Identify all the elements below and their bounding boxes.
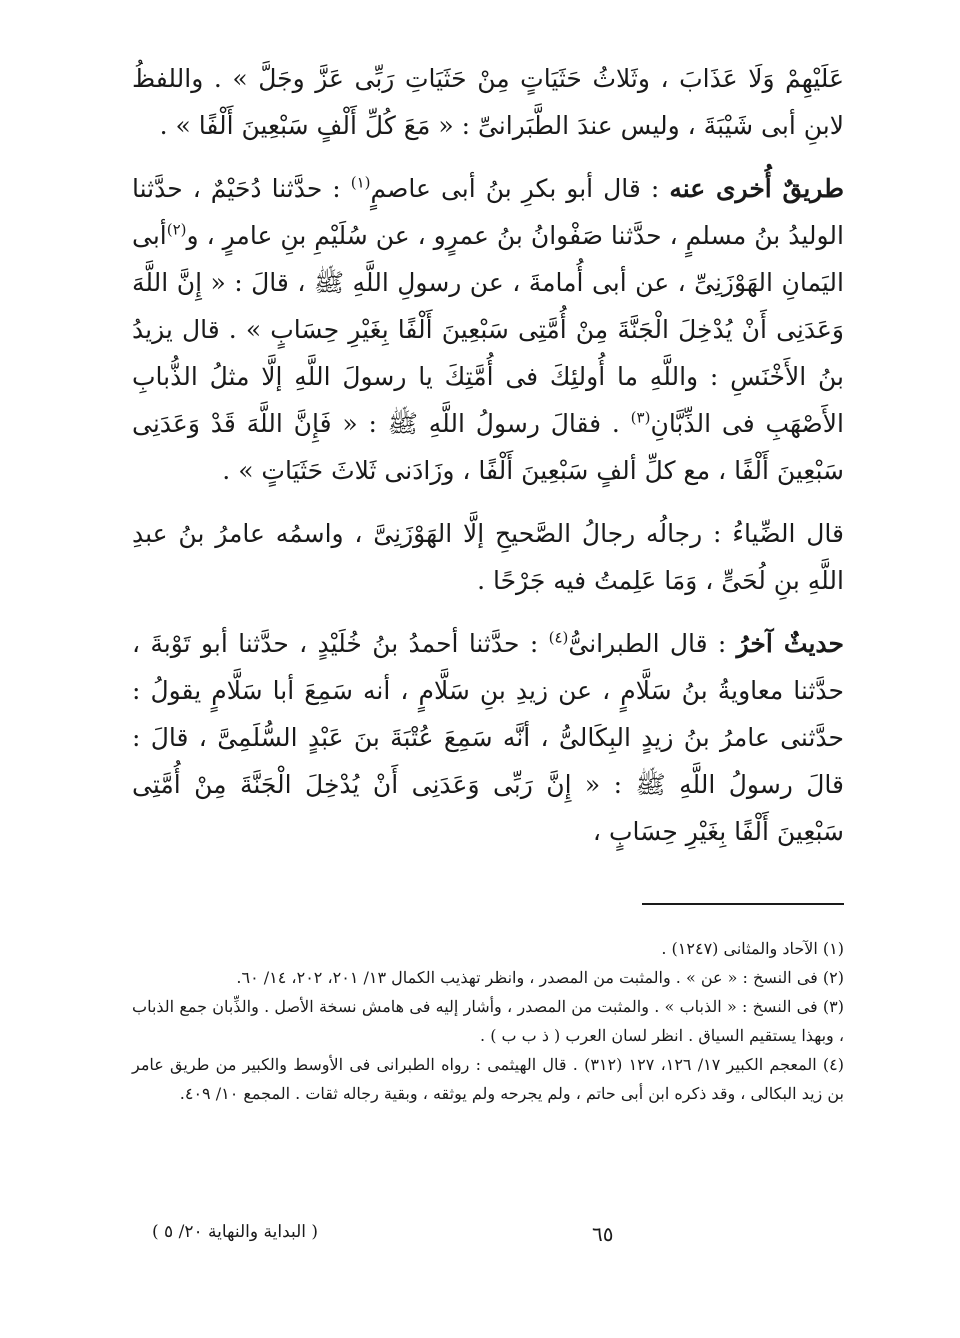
paragraph-1: عَلَيْهِمْ وَلَا عَذَابَ ، وثَلاثُ حَثَيَاتٍ مِنْ حَثَيَاتِ رَبِّى عَزَّ وجَلَّ » . واللفظُ لابنِ أبى شَيْبَةَ ، وليس عندَ الطَّبَرانىِّ : « مَعَ كُلِّ أَلْفٍ سَبْعِينَ أَلْفًا » .	[132, 64, 844, 140]
paragraph-2-text-c: أبى اليَمانِ الهَوْزَنِىِّ ، عن أبى أُمامةَ ، عن رسولِ اللَّهِ ﷺ ، قالَ : « إِنَّ اللَّهَ وَعَدَنِى أَنْ يُدْخِلَ الْجَنَّةَ مِنْ أُمَّتِى سَبْعِينَ أَلْفًا بِغَيْرِ حِسَابٍ » . قال يزيدُ بنُ الأَخْنَسِ : واللَّهِ ما أُولئِكَ فى أُمَّتِكَ يا رسولَ اللَّهِ إلَّا مثلُ الذُّبابِ الأَصْهَبِ فى الذِّبَّانِ	[132, 221, 844, 438]
footnote-ref-1: (١)	[350, 173, 371, 192]
footnote-2: (٢) فى النسخ : « عن » . والمثبت من المصدر ، وانظر تهذيب الكمال ١٣/ ٢٠١، ٢٠٢، ١٤/ ٦٠.	[236, 968, 844, 987]
running-title: ( البداية والنهاية ٢٠/ ٥ )	[152, 1222, 319, 1242]
paragraph-2	[132, 165, 844, 494]
paragraph-3: قال الضِّياءُ : رجالُه رجالُ الصَّحيحِ إلَّا الهَوْزَنِىَّ ، واسمُه عامرُ بنُ عبدِ اللَّهِ بنِ لُحَىٍّ ، وَمَا عَلِمتُ فيه جَرْحًا .	[132, 519, 844, 595]
paragraph-2-text-b: : حدَّثنا دُحَيْمٌ ، حدَّثنا الوليدُ بنُ مسلمٍ ، حدَّثنا صَفْوانُ بنُ عمرٍو ، عن سُلَيْمِ بنِ عامرٍ ، و	[132, 174, 844, 250]
paragraph-2-text-a: : قال أبو بكرِ بنُ أبى عاصمٍ	[370, 174, 670, 203]
page-footer	[132, 1222, 844, 1254]
paragraph-4-text-b: : حدَّثنا أحمدُ بنُ خُلَيْدٍ ، حدَّثنا أبو تَوْبةَ ، حدَّثنا معاويةُ بنُ سَلَّامٍ ، عن زيدِ بنِ سَلَّامٍ ، أنه سَمِعَ أبا سَلَّامٍ يقولُ : حدَّثنى عامرُ بنُ زيدٍ البِكَالىُّ ، أنَّه سَمِعَ عُتْبَةَ بنَ عَبْدٍ السُّلَمِىَّ ، قالَ : قالَ رسولُ اللَّهِ ﷺ : « إِنَّ رَبِّى وَعَدَنِى أَنْ يُدْخِلَ الْجَنَّةَ مِنْ أُمَّتِى سَبْعِينَ أَلْفًا بِغَيْرِ حِسَابٍ ،	[132, 629, 844, 846]
main-text	[132, 55, 844, 871]
footnote-ref-4: (٤)	[548, 628, 569, 647]
footnote-ref-3: (٣)	[630, 408, 651, 427]
page-number: ٦٥	[592, 1222, 614, 1246]
footnote-1: (١) الآحاد والمثانى (١٢٤٧) .	[661, 939, 844, 958]
footnote-4: (٤) المعجم الكبير ١٧/ ١٢٦، ١٢٧ (٣١٢) . قال الهيثمى : رواه الطبرانى فى الأوسط والكبير من طريق عامر بن زيد البكالى ، وقد ذكره ابن أبى حاتم ، ولم يجرحه ولم يوثقه ، وبقية رجاله ثقات . المجمع ١٠/ ٤٠٩.	[132, 1055, 844, 1103]
footnote-ref-2: (٢)	[166, 220, 187, 239]
section-heading-another-hadith: حديثٌ آخرُ	[736, 629, 844, 658]
paragraph-4	[132, 620, 844, 855]
paragraph-2-text-d: . فقالَ رسولُ اللَّهِ ﷺ : « فَإِنَّ اللَّهَ قَدْ وَعَدَنِى سَبْعِينَ أَلْفًا ، مع كلِّ ألفٍ سَبْعِينَ أَلْفًا ، وزَادَنى ثَلاثَ حَثَيَاتٍ » .	[132, 409, 844, 485]
footnote-3: (٣) فى النسخ : « الذباب » . والمثبت من المصدر ، وأشار إليه فى هامش نسخة الأصل . والذِّبان جمع الذباب ، وبهذا يستقيم السياق . انظر لسان العرب ( ذ ب ب ) .	[132, 997, 844, 1045]
paragraph-4-text-a: : قال الطبرانىُّ	[568, 629, 737, 658]
footnotes	[132, 934, 844, 1108]
section-heading-another-route: طريقٌ أُخرى عنه	[669, 174, 845, 203]
footnote-separator	[642, 903, 844, 905]
